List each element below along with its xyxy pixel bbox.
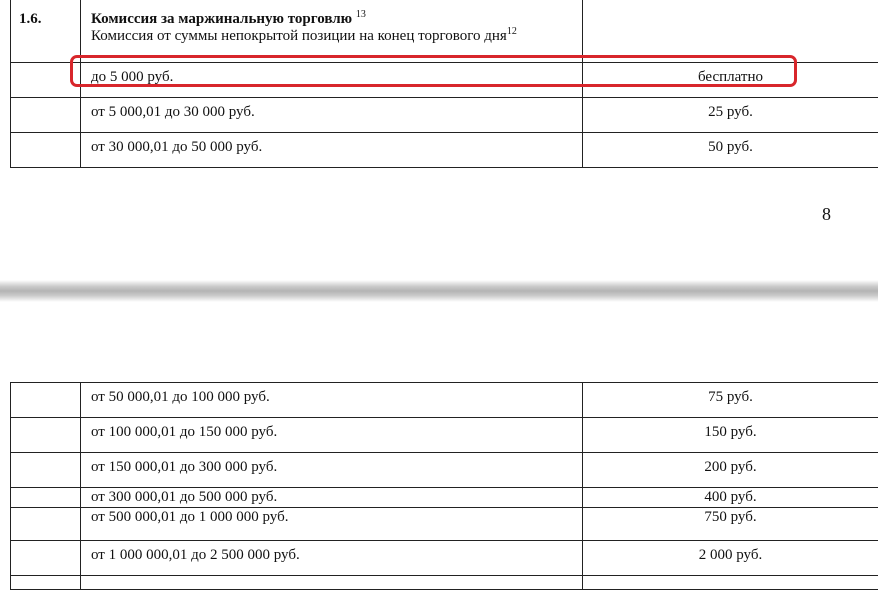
range-label: от 50 000,01 до 100 000 руб. (81, 383, 583, 418)
document-page-9 (0, 302, 878, 584)
table-row (11, 541, 878, 576)
section-description (81, 0, 583, 63)
range-label: от 5 000,01 до 30 000 руб. (81, 98, 583, 133)
footnote-ref: 12 (507, 26, 517, 37)
empty-cell (11, 453, 81, 488)
commission-value: 2 000 руб. (583, 541, 878, 576)
footnote-ref: 13 (356, 9, 366, 20)
section-subtitle-line (91, 28, 574, 45)
empty-cell (583, 0, 878, 63)
section-subtitle: Комиссия от суммы непокрытой позиции на конец торгового дня (91, 28, 507, 44)
range-label: от 150 000,01 до 300 000 руб. (81, 453, 583, 488)
commission-value: 200 руб. (583, 453, 878, 488)
section-number: 1.6. (11, 0, 81, 63)
page-separator (0, 280, 878, 302)
commission-value: 75 руб. (583, 383, 878, 418)
table-row (11, 488, 878, 508)
table-row (11, 383, 878, 418)
commission-value: 150 руб. (583, 418, 878, 453)
empty-cell (11, 418, 81, 453)
table-row (11, 508, 878, 541)
range-label: от 300 000,01 до 500 000 руб. (81, 488, 583, 508)
empty-cell (11, 541, 81, 576)
highlight-box (70, 55, 797, 87)
empty-cell (11, 98, 81, 133)
empty-cell (11, 488, 81, 508)
empty-cell (11, 133, 81, 168)
table-row-cut-off (11, 576, 878, 590)
table-row (11, 133, 878, 168)
commission-value: бесплатно (583, 63, 878, 98)
document-page-8 (0, 0, 878, 280)
range-label: от 100 000,01 до 150 000 руб. (81, 418, 583, 453)
table-row (11, 98, 878, 133)
empty-cell (11, 383, 81, 418)
range-label: от 30 000,01 до 50 000 руб. (81, 133, 583, 168)
range-label: от 500 000,01 до 1 000 000 руб. (81, 508, 583, 541)
table-row (11, 418, 878, 453)
empty-cell (11, 576, 81, 590)
empty-cell (11, 508, 81, 541)
commission-value: 25 руб. (583, 98, 878, 133)
section-title: Комиссия за маржинальную торговлю (91, 11, 352, 27)
commission-value: 50 руб. (583, 133, 878, 168)
commission-value: 400 руб. (583, 488, 878, 508)
range-label: от 1 000 000,01 до 2 500 000 руб. (81, 541, 583, 576)
page-number: 8 (822, 204, 831, 225)
table-row (11, 453, 878, 488)
empty-cell (81, 576, 583, 590)
range-label: до 5 000 руб. (81, 63, 583, 98)
commission-table-continued (10, 382, 878, 590)
empty-cell (583, 576, 878, 590)
section-header-row (11, 0, 878, 63)
commission-value: 750 руб. (583, 508, 878, 541)
section-title-line (91, 11, 574, 28)
